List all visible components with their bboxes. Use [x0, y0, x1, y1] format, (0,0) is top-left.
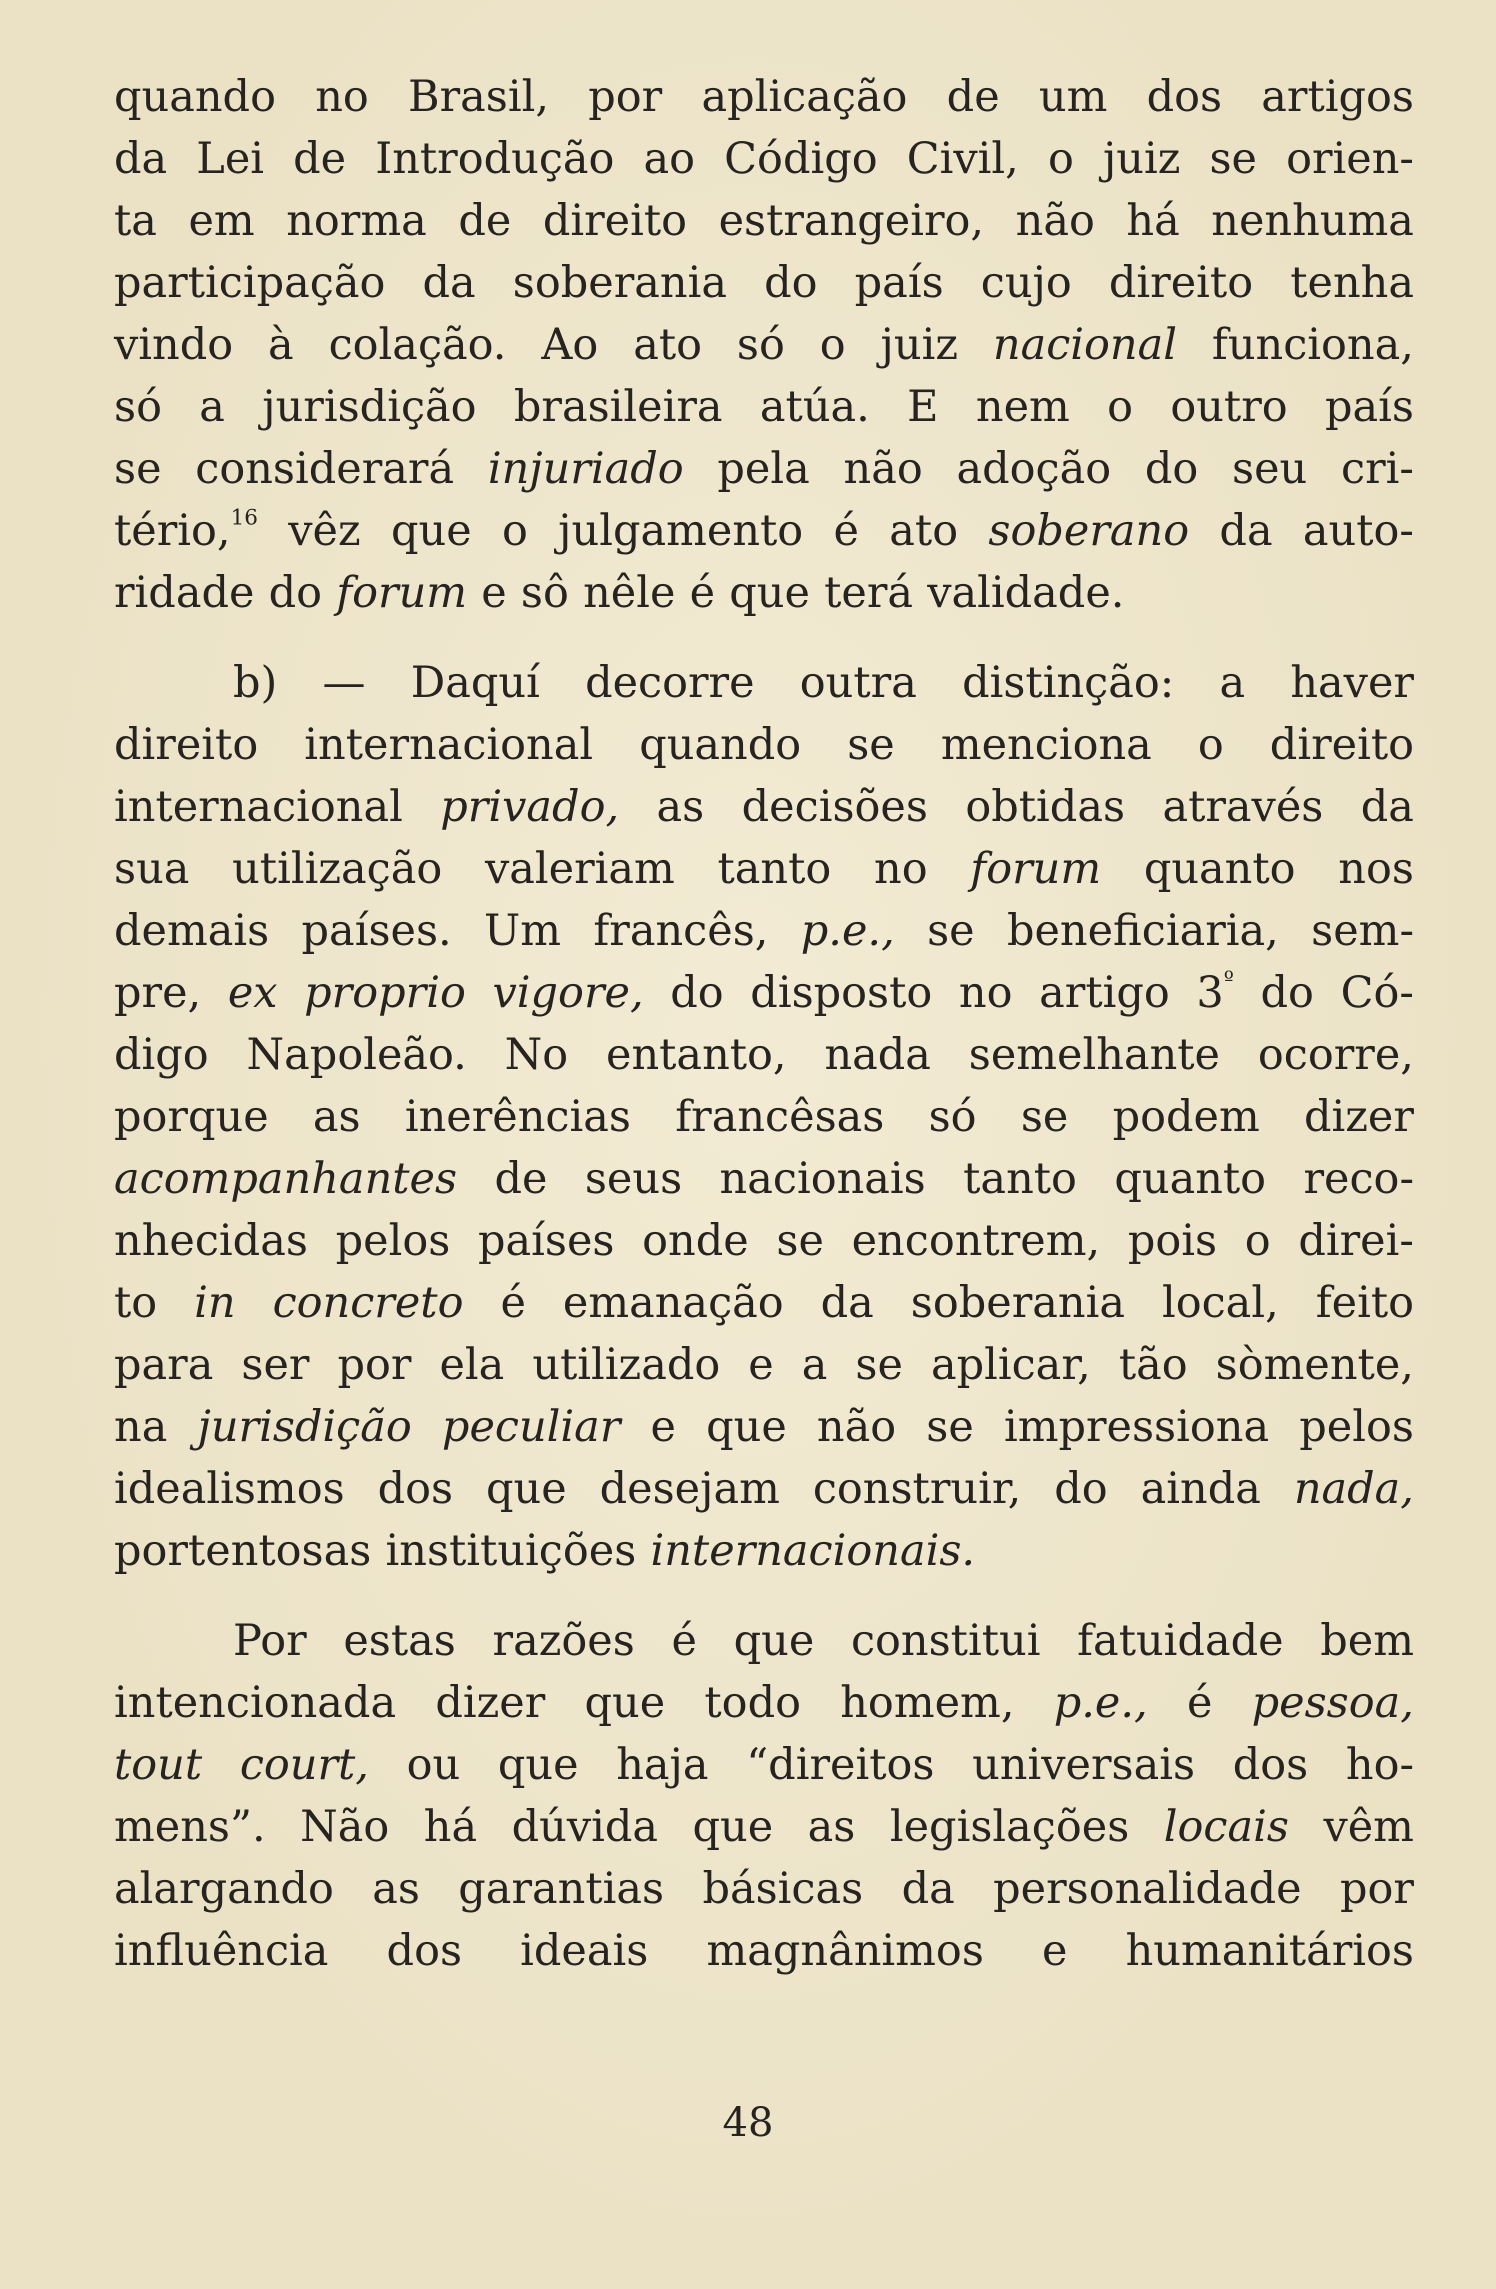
word: personalidade	[993, 1864, 1302, 1914]
word: que	[390, 506, 472, 556]
word: de	[946, 72, 1000, 122]
word: tério,$^{16}$	[114, 505, 258, 556]
word: brasileira	[513, 382, 723, 432]
footnote-marker: º	[1223, 967, 1234, 993]
text-line	[114, 252, 1414, 314]
word: direi-	[1298, 1216, 1414, 1266]
word: E	[907, 382, 939, 432]
italic-word: in	[194, 1278, 236, 1328]
word: participação	[114, 258, 386, 308]
word: colação.	[328, 320, 507, 370]
word: estas	[343, 1616, 456, 1666]
word: dizer	[1304, 1092, 1414, 1142]
text-line	[114, 1024, 1414, 1086]
word: do	[268, 568, 323, 618]
word: beneficiaria,	[1006, 906, 1279, 956]
text-line	[114, 66, 1414, 128]
word: quanto	[1114, 1154, 1267, 1204]
text-line	[114, 314, 1414, 376]
word: de	[458, 196, 512, 246]
word: da	[901, 1864, 955, 1914]
word: só	[928, 1092, 977, 1142]
word: é	[671, 1616, 697, 1666]
italic-word: nacional	[992, 320, 1178, 370]
word: tanto	[963, 1154, 1077, 1204]
word: dúvida	[511, 1802, 659, 1852]
word: no	[958, 968, 1013, 1018]
word: ela	[439, 1340, 505, 1390]
text-line	[114, 500, 1414, 562]
word: sem-	[1311, 906, 1414, 956]
italic-word: forum	[970, 844, 1102, 894]
word: pela	[717, 444, 810, 494]
word: outra	[799, 658, 917, 708]
word: que	[497, 1740, 579, 1790]
text-line	[114, 562, 1414, 624]
text-line	[114, 1920, 1414, 1982]
word: dos	[1232, 1740, 1309, 1790]
word: norma	[286, 196, 427, 246]
word: vêm	[1323, 1802, 1414, 1852]
word: ato	[889, 506, 959, 556]
word: nos	[1338, 844, 1414, 894]
text-line	[114, 1272, 1414, 1334]
word: Um	[484, 906, 562, 956]
word: menciona	[940, 720, 1152, 770]
word: dos	[386, 1926, 463, 1976]
word: da	[820, 1278, 874, 1328]
word: internacional	[114, 782, 403, 832]
word: que	[692, 1802, 774, 1852]
word: razões	[492, 1616, 635, 1666]
word: direito	[542, 196, 688, 246]
word: direito	[1269, 720, 1414, 770]
word: nada	[824, 1030, 931, 1080]
word: porque	[114, 1092, 269, 1142]
word: Civil,	[906, 134, 1019, 184]
word: ser	[241, 1340, 310, 1390]
word: construir,	[812, 1464, 1022, 1514]
word: utilizado	[532, 1340, 721, 1390]
paragraph-gap	[114, 624, 1414, 652]
word: nacionais	[719, 1154, 926, 1204]
word: é	[689, 568, 716, 618]
word: influência	[114, 1926, 329, 1976]
text-line	[114, 1148, 1414, 1210]
word: legislações	[889, 1802, 1130, 1852]
word: ocorre,	[1257, 1030, 1414, 1080]
word: que	[706, 1402, 787, 1452]
word: através	[1162, 782, 1324, 832]
word: e	[1042, 1926, 1068, 1976]
body-text	[114, 66, 1414, 1982]
word: todo	[704, 1678, 801, 1728]
word: b)	[233, 658, 278, 708]
word: é	[500, 1278, 526, 1328]
paragraph	[114, 66, 1414, 624]
word: to	[114, 1278, 158, 1328]
word: No	[504, 1030, 569, 1080]
word: francêsas	[675, 1092, 885, 1142]
italic-word: peculiar	[441, 1402, 621, 1452]
word: cujo	[980, 258, 1072, 308]
word: se	[776, 1216, 824, 1266]
word: um	[1038, 72, 1108, 122]
paragraph	[114, 1610, 1414, 1982]
italic-word: injuriado	[487, 444, 684, 494]
word: ao	[643, 134, 696, 184]
word: artigo	[1039, 968, 1170, 1018]
word: valeriam	[484, 844, 675, 894]
word: o	[819, 320, 846, 370]
word: a	[1219, 658, 1246, 708]
word: a	[199, 382, 225, 432]
word: seus	[584, 1154, 683, 1204]
word: auto-	[1302, 506, 1414, 556]
word: da	[422, 258, 476, 308]
word: há	[1126, 196, 1180, 246]
word: se	[847, 720, 895, 770]
word: e	[748, 1340, 774, 1390]
word: distinção:	[962, 658, 1175, 708]
word: idealismos	[114, 1464, 345, 1514]
italic-word: concreto	[272, 1278, 464, 1328]
word: nem	[975, 382, 1070, 432]
text-line	[114, 900, 1414, 962]
paragraph-gap	[114, 1582, 1414, 1610]
word: dos	[377, 1464, 454, 1514]
word: é	[1186, 1678, 1213, 1728]
word: garantias	[458, 1864, 665, 1914]
word: só	[736, 320, 785, 370]
word: pelos	[335, 1216, 451, 1266]
italic-word: privado,	[440, 782, 620, 832]
text-line	[114, 128, 1414, 190]
word: Có-	[1340, 968, 1414, 1018]
word: Ao	[541, 320, 599, 370]
italic-word: p.e.,	[800, 906, 895, 956]
word: cri-	[1340, 444, 1414, 494]
word: do	[1260, 968, 1314, 1018]
word: decorre	[585, 658, 755, 708]
word: nêle	[583, 568, 676, 618]
text-line	[114, 376, 1414, 438]
word: adoção	[956, 444, 1112, 494]
word: quando	[114, 72, 276, 122]
word: o	[1107, 382, 1134, 432]
word: seu	[1232, 444, 1308, 494]
word: homem,	[840, 1678, 1015, 1728]
text-line	[114, 1334, 1414, 1396]
word: disposto	[750, 968, 933, 1018]
word: haver	[1290, 658, 1414, 708]
word: Brasil,	[408, 72, 550, 122]
word: nenhuma	[1211, 196, 1414, 246]
word: impressiona	[1003, 1402, 1270, 1452]
text-line	[114, 652, 1414, 714]
word: dos	[1146, 72, 1223, 122]
word: do	[764, 258, 818, 308]
word: podem	[1112, 1092, 1260, 1142]
word: o	[1197, 720, 1224, 770]
word: constitui	[850, 1616, 1041, 1666]
word: digo	[114, 1030, 209, 1080]
word: ou	[406, 1740, 461, 1790]
word: pelos	[1299, 1402, 1414, 1452]
footnote-marker: 16	[230, 505, 258, 531]
word: Não	[300, 1802, 390, 1852]
word: de	[494, 1154, 548, 1204]
word: local,	[1161, 1278, 1279, 1328]
text-line	[114, 776, 1414, 838]
word: o	[501, 506, 528, 556]
word: alargando	[114, 1864, 334, 1914]
word: não	[843, 444, 923, 494]
word: as	[656, 782, 705, 832]
word: feito	[1315, 1278, 1414, 1328]
word: se	[1209, 134, 1257, 184]
word: de	[293, 134, 347, 184]
italic-word: nada,	[1293, 1464, 1414, 1514]
word: tenha	[1290, 258, 1414, 308]
word: intencionada	[114, 1678, 397, 1728]
word: Daquí	[410, 658, 540, 708]
word: nhecidas	[114, 1216, 308, 1266]
word: no	[874, 844, 928, 894]
word: juiz	[1102, 134, 1181, 184]
italic-word: court,	[239, 1740, 369, 1790]
text-line	[114, 838, 1414, 900]
word: juiz	[880, 320, 958, 370]
page-number: 48	[722, 2100, 774, 2146]
italic-word: forum	[336, 568, 468, 618]
word: na	[114, 1402, 168, 1452]
word: ho-	[1345, 1740, 1414, 1790]
word: se	[114, 444, 162, 494]
word: soberania	[910, 1278, 1125, 1328]
word: encontrem,	[851, 1216, 1101, 1266]
word: aplicar,	[930, 1340, 1091, 1390]
word: do	[1054, 1464, 1108, 1514]
word: há	[423, 1802, 478, 1852]
word: as	[372, 1864, 420, 1914]
italic-word: acompanhantes	[114, 1154, 458, 1204]
word: não	[816, 1402, 897, 1452]
text-line	[114, 1610, 1414, 1672]
word: do	[1144, 444, 1199, 494]
italic-word: ex	[227, 968, 278, 1018]
word: funciona,	[1211, 320, 1414, 370]
word: aplicação	[701, 72, 908, 122]
word: entanto,	[606, 1030, 787, 1080]
word: da	[1219, 506, 1273, 556]
word: internacional	[304, 720, 594, 770]
word: e	[650, 1402, 676, 1452]
word: onde	[642, 1216, 749, 1266]
word: considerará	[195, 444, 455, 494]
word: fatuidade	[1077, 1616, 1284, 1666]
word: do	[670, 968, 724, 1018]
word: utilização	[232, 844, 443, 894]
word: da	[1360, 782, 1414, 832]
text-line	[114, 438, 1414, 500]
word: mens”.	[114, 1802, 266, 1852]
word: sòmente,	[1215, 1340, 1414, 1390]
word: ridade	[114, 568, 255, 618]
word: que	[486, 1464, 567, 1514]
word: país	[854, 258, 944, 308]
text-line	[114, 190, 1414, 252]
word: magnânimos	[706, 1926, 984, 1976]
word: direito	[1108, 258, 1254, 308]
word: países	[477, 1216, 615, 1266]
word: o	[1244, 1216, 1271, 1266]
word: reco-	[1303, 1154, 1414, 1204]
text-line	[114, 1858, 1414, 1920]
word: ta	[114, 196, 157, 246]
word: validade.	[927, 568, 1125, 618]
word: direito	[114, 720, 259, 770]
word: quanto	[1143, 844, 1296, 894]
word: desejam	[599, 1464, 780, 1514]
italic-word: vigore,	[492, 968, 644, 1018]
word: só	[114, 382, 162, 432]
word: Código	[724, 134, 878, 184]
word: $3^º$	[1196, 967, 1234, 1018]
text-line	[114, 1086, 1414, 1148]
word: jurisdição	[262, 382, 477, 432]
word: e	[481, 568, 507, 618]
word: Lei	[196, 134, 265, 184]
word: se	[855, 1340, 903, 1390]
word: emanação	[562, 1278, 784, 1328]
word: terá	[824, 568, 914, 618]
word: julgamento	[558, 506, 804, 556]
italic-word: internacionais.	[650, 1526, 976, 1576]
word: se	[926, 1402, 974, 1452]
word: se	[927, 906, 975, 956]
text-line	[114, 1210, 1414, 1272]
word: artigos	[1261, 72, 1414, 122]
word: semelhante	[968, 1030, 1221, 1080]
word: da	[114, 134, 168, 184]
word: que	[733, 1616, 815, 1666]
word: vindo	[114, 320, 234, 370]
word: as	[312, 1092, 361, 1142]
word: no	[315, 72, 369, 122]
text-line	[114, 1458, 1414, 1520]
word: ato	[633, 320, 703, 370]
italic-word: proprio	[304, 968, 466, 1018]
word: vêz	[288, 506, 361, 556]
word: orien-	[1286, 134, 1414, 184]
text-line	[114, 1796, 1414, 1858]
word: soberania	[512, 258, 727, 308]
word: outro	[1170, 382, 1288, 432]
word: Introdução	[375, 134, 615, 184]
word: francês,	[593, 906, 769, 956]
word: obtidas	[965, 782, 1126, 832]
text-line	[114, 714, 1414, 776]
word: ideais	[520, 1926, 649, 1976]
word: inerências	[404, 1092, 631, 1142]
word: se	[1020, 1092, 1069, 1142]
italic-word: tout	[114, 1740, 203, 1790]
word: bem	[1320, 1616, 1414, 1666]
text-line	[114, 1520, 1414, 1582]
word: país	[1324, 382, 1414, 432]
text-line	[114, 1396, 1414, 1458]
word: o	[1047, 134, 1074, 184]
word: para	[114, 1340, 214, 1390]
italic-word: jurisdição	[197, 1402, 412, 1452]
word: estrangeiro,	[718, 196, 985, 246]
word: a	[801, 1340, 828, 1390]
italic-word: soberano	[988, 506, 1190, 556]
word: não	[1015, 196, 1095, 246]
word: sua	[114, 844, 190, 894]
italic-word: pessoa,	[1251, 1678, 1414, 1728]
word: humanitários	[1125, 1926, 1414, 1976]
word: por	[588, 72, 663, 122]
word: tanto	[717, 844, 832, 894]
word: tão	[1118, 1340, 1188, 1390]
word: por	[1339, 1864, 1414, 1914]
word: Napoleão.	[246, 1030, 467, 1080]
word: básicas	[702, 1864, 864, 1914]
word: Por	[233, 1616, 307, 1666]
italic-word: locais	[1163, 1802, 1289, 1852]
word: decisões	[741, 782, 928, 832]
word: que	[729, 568, 810, 618]
text-line	[114, 962, 1414, 1024]
word: as	[807, 1802, 856, 1852]
word: demais	[114, 906, 270, 956]
word: em	[188, 196, 255, 246]
word: haja	[616, 1740, 709, 1790]
italic-word: p.e.,	[1053, 1678, 1148, 1728]
word: “direitos	[746, 1740, 935, 1790]
word: pois	[1127, 1216, 1218, 1266]
word: quando	[639, 720, 802, 770]
word: atúa.	[759, 382, 870, 432]
text-line	[114, 1734, 1414, 1796]
word: é	[833, 506, 859, 556]
paragraph	[114, 652, 1414, 1582]
word: universais	[972, 1740, 1196, 1790]
word: que	[584, 1678, 666, 1728]
word: sô	[520, 568, 569, 618]
word: por	[337, 1340, 412, 1390]
word: portentosas	[114, 1526, 372, 1576]
word: à	[268, 320, 294, 370]
word: —	[322, 658, 366, 708]
word: ainda	[1140, 1464, 1261, 1514]
text-line	[114, 1672, 1414, 1734]
word: instituições	[385, 1526, 637, 1576]
word: pre,	[114, 968, 202, 1018]
word: dizer	[435, 1678, 546, 1728]
word: países.	[301, 906, 452, 956]
